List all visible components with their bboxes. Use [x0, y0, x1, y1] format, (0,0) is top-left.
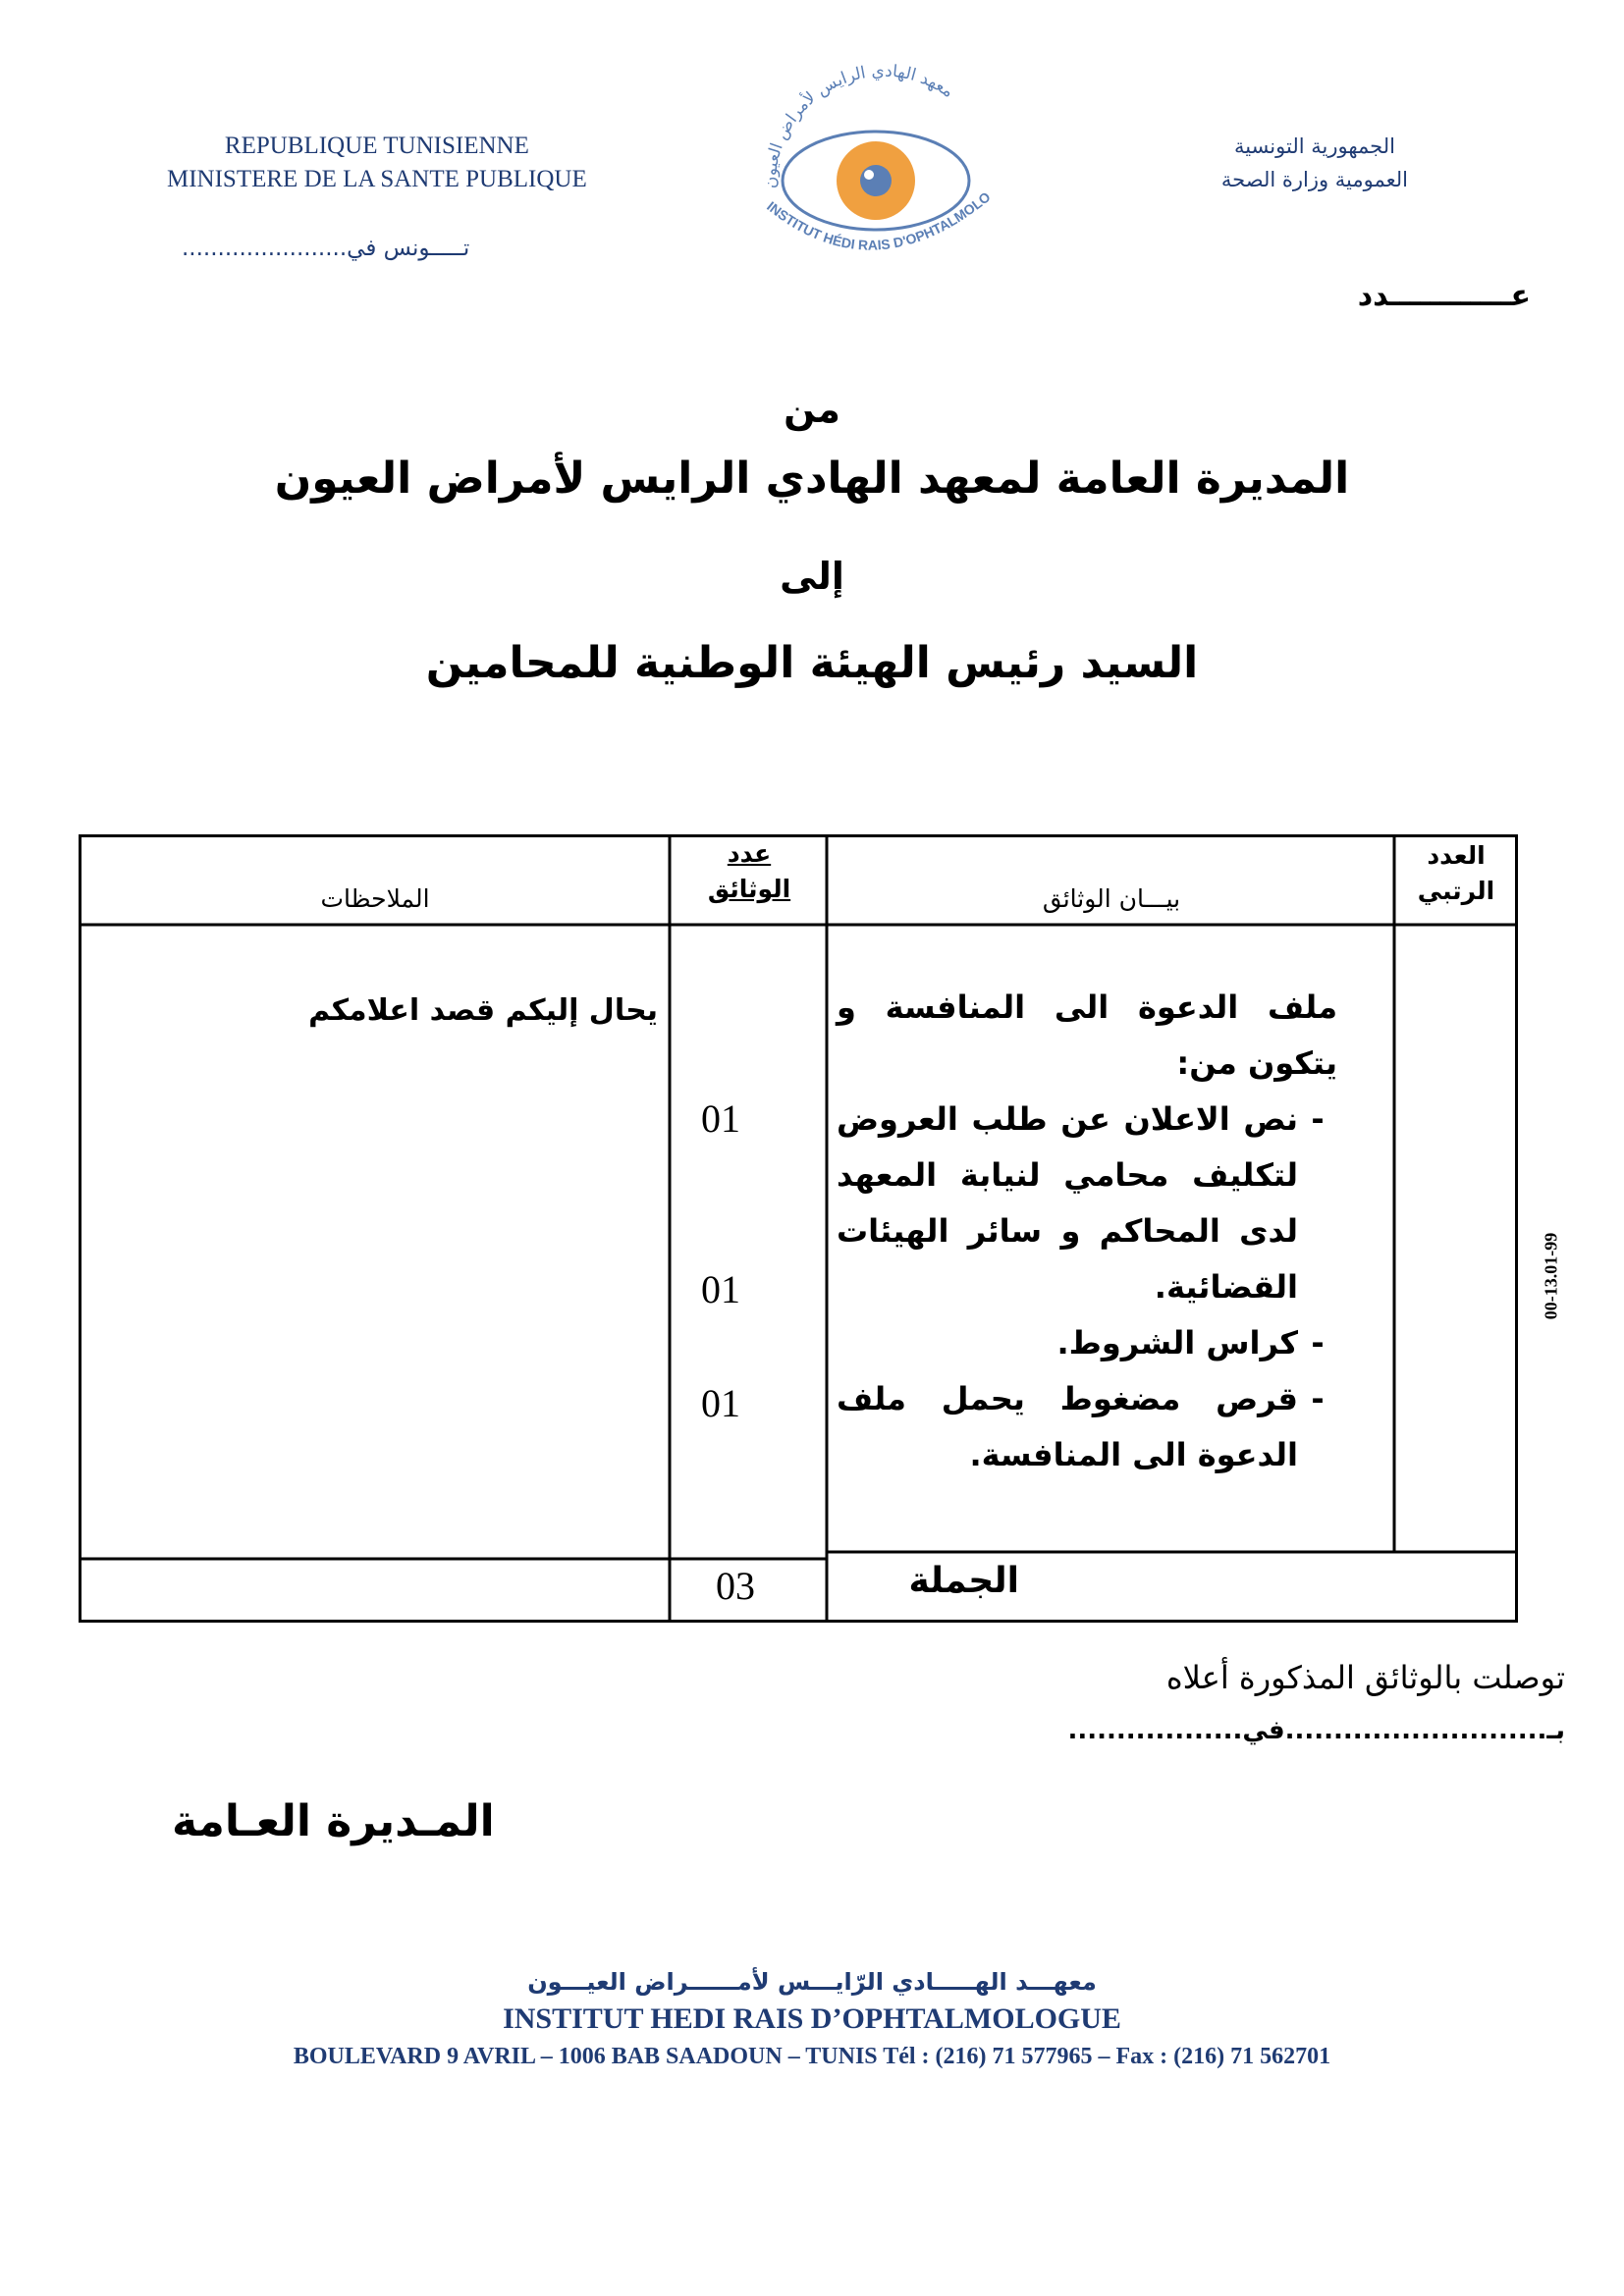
list-item-text: كراس الشروط.	[1056, 1324, 1298, 1362]
list-dash: -	[1311, 1324, 1325, 1362]
receipt-acknowledgement: توصلت بالوثائق المذكورة أعلاه	[1165, 1659, 1565, 1696]
header-fr-line2: MINISTERE DE LA SANTE PUBLIQUE	[167, 166, 587, 192]
header-description: بيـــان الوثائق	[1042, 884, 1181, 913]
footer-institute: INSTITUT HEDI RAIS D’OPHTALMOLOGUE	[503, 2002, 1121, 2035]
side-reference-code	[1532, 1178, 1571, 1374]
list-item-text: قرص مضغوط يحمل ملف الدعوة الى المنافسة.	[837, 1380, 1298, 1473]
to-name: السيد رئيس الهيئة الوطنية للمحامين	[425, 638, 1199, 688]
from-name: المديرة العامة لمعهد الهادي الرايس لأمراض العيون	[274, 454, 1350, 504]
header-ar-line1: الجمهورية التونسية	[1233, 134, 1395, 158]
documents-table	[79, 834, 1518, 1623]
description-cell	[837, 980, 1337, 1483]
list-dash: -	[1311, 1380, 1325, 1417]
item-count-3: 01	[701, 1381, 740, 1425]
header-ar-line2: العمومية وزارة الصحة	[1220, 168, 1408, 191]
header-count-line1: عدد	[727, 839, 772, 868]
header-arabic	[1221, 130, 1408, 196]
footer-address: BOULEVARD 9 AVRIL – 1006 BAB SAADOUN – TUNIS Tél : (216) 71 577965 – Fax : (216) 71 562701	[293, 2044, 1331, 2069]
description-intro: ملف الدعوة الى المنافسة و يتكون من:	[837, 988, 1337, 1082]
to-label: إلى	[780, 555, 844, 598]
city-date-line: تـــــونس في.......................	[182, 236, 470, 261]
header-serial: العدد الرتبي	[1417, 841, 1495, 905]
item-count-2: 01	[701, 1267, 740, 1311]
list-item	[837, 1315, 1337, 1371]
list-item	[837, 1371, 1337, 1483]
item-count-1: 01	[701, 1096, 740, 1141]
list-dash: -	[1311, 1100, 1325, 1138]
eye-logo-icon	[746, 61, 1011, 257]
reference-number-label: عــــــــــــدد	[1357, 279, 1531, 313]
total-label: الجملة	[908, 1561, 1019, 1601]
header-notes: الملاحظات	[320, 884, 430, 913]
header-fr-line1: REPUBLIQUE TUNISIENNE	[224, 133, 529, 159]
header-count-line2: الوثائق	[707, 875, 791, 903]
list-item-text: نص الاعلان عن طلب العروض لتكليف محامي لنيابة المعهد لدى المحاكم و سائر الهيئات القضائية.	[837, 1100, 1298, 1306]
total-count: 03	[716, 1564, 755, 1608]
list-item	[837, 1092, 1337, 1315]
footer-arabic: معهـــد الهـــــادي الرّايـــس لأمــــــراض العيـــون	[527, 1968, 1097, 1996]
receipt-sign-line: بـ...........................في..................	[1067, 1716, 1565, 1745]
header-count	[672, 836, 827, 907]
remark-text: يحال إليكم قصد اعلامكم	[308, 993, 658, 1028]
logo-french-arc: INSTITUT HÉDI RAIS D'OPHTALMOLO	[764, 188, 994, 253]
side-code-text: 00-13.01-99	[1541, 1232, 1561, 1320]
logo-arabic-arc: معهد الهادي الرايس لأمراض العيون	[760, 61, 957, 189]
signature-title: المـديرة العـامة	[172, 1796, 495, 1846]
institute-logo	[746, 61, 1011, 257]
from-label: من	[784, 388, 840, 431]
header-french	[167, 130, 587, 196]
